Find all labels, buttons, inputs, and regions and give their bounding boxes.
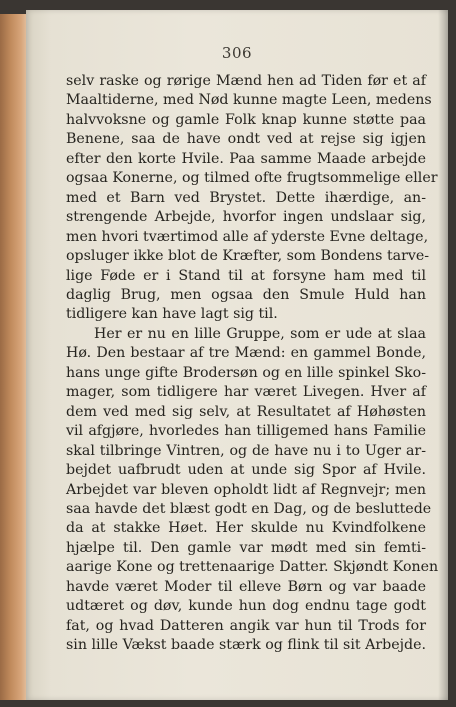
page-number: 306 <box>221 44 253 62</box>
text-line: Arbejdet var bleven opholdt lidt af Regnvejr; men <box>66 481 426 498</box>
text-line: aarige Kone og trettenaarige Datter. Skjøndt Konen <box>66 559 439 576</box>
text-line: opsluger ikke blot de Kræfter, som Bondens tarve- <box>66 248 430 265</box>
body-text <box>66 72 439 656</box>
text-line: hjælpe til. Den gamle var mødt med sin femti- <box>66 539 426 556</box>
text-line: strengende Arbejde, hvorfor ingen undslaar sig, <box>66 209 426 226</box>
text-line: saa havde det blæst godt en Dag, og de besluttede <box>66 500 432 517</box>
spine-shadow <box>438 10 448 700</box>
text-line: Hø. Den bestaar af tre Mænd: en gammel Bonde, <box>66 345 426 362</box>
text-line: daglig Brug, men ogsaa den Smule Huld han <box>66 286 426 303</box>
text-line: selv raske og rørige Mænd hen ad Tiden før et af <box>66 73 426 89</box>
text-line: fat, og hvad Datteren angik var hun til Trods for <box>66 617 426 634</box>
text-line: Maaltiderne, med Nød kunne magte Leen, medens <box>66 92 432 109</box>
text-line: dem ved med sig selv, at Resultatet af Høhøsten <box>66 403 426 420</box>
text-line: vil afgjøre, hvorledes han tilligemed hans Familie <box>66 423 426 440</box>
text-line: ogsaa Konerne, og tilmed ofte frugtsommelige eller <box>66 170 438 187</box>
text-line: sin lille Vækst baade stærk og flink til sit Arbejde. <box>66 637 426 654</box>
text-line: Her er nu en lille Gruppe, som er ude at slaa <box>94 325 426 342</box>
text-line: havde været Moder til elleve Børn og var baade <box>66 578 426 595</box>
text-line: halvvoksne og gamle Folk knap kunne støtte paa <box>66 111 426 128</box>
text-line: bejdet uafbrudt uden at unde sig Spor af Hvile. <box>66 462 426 479</box>
text-line: da at stakke Høet. Her skulde nu Kvindfolkene <box>66 520 426 537</box>
text-line: skal tilbringe Vintren, og de have nu i to Uger ar- <box>66 442 426 459</box>
text-line: mager, som tidligere har været Livegen. Hver af <box>66 384 426 401</box>
text-line: Benene, saa de have ondt ved at rejse sig igjen <box>66 131 426 148</box>
text-line: med et Barn ved Brystet. Dette ihærdige, an- <box>66 189 426 206</box>
text-line: udtæret og døv, kunde hun dog endnu tage godt <box>66 598 426 615</box>
text-line: men hvori tværtimod alle af yderste Evne deltage, <box>66 228 429 245</box>
text-line: efter den korte Hvile. Paa samme Maade arbejde <box>66 150 426 167</box>
text-line: tidligere kan have lagt sig til. <box>66 306 278 323</box>
text-line: lige Føde er i Stand til at forsyne ham med til <box>66 267 426 284</box>
text-line: hans unge gifte Brodersøn og en lille spinkel Sko- <box>66 364 426 381</box>
